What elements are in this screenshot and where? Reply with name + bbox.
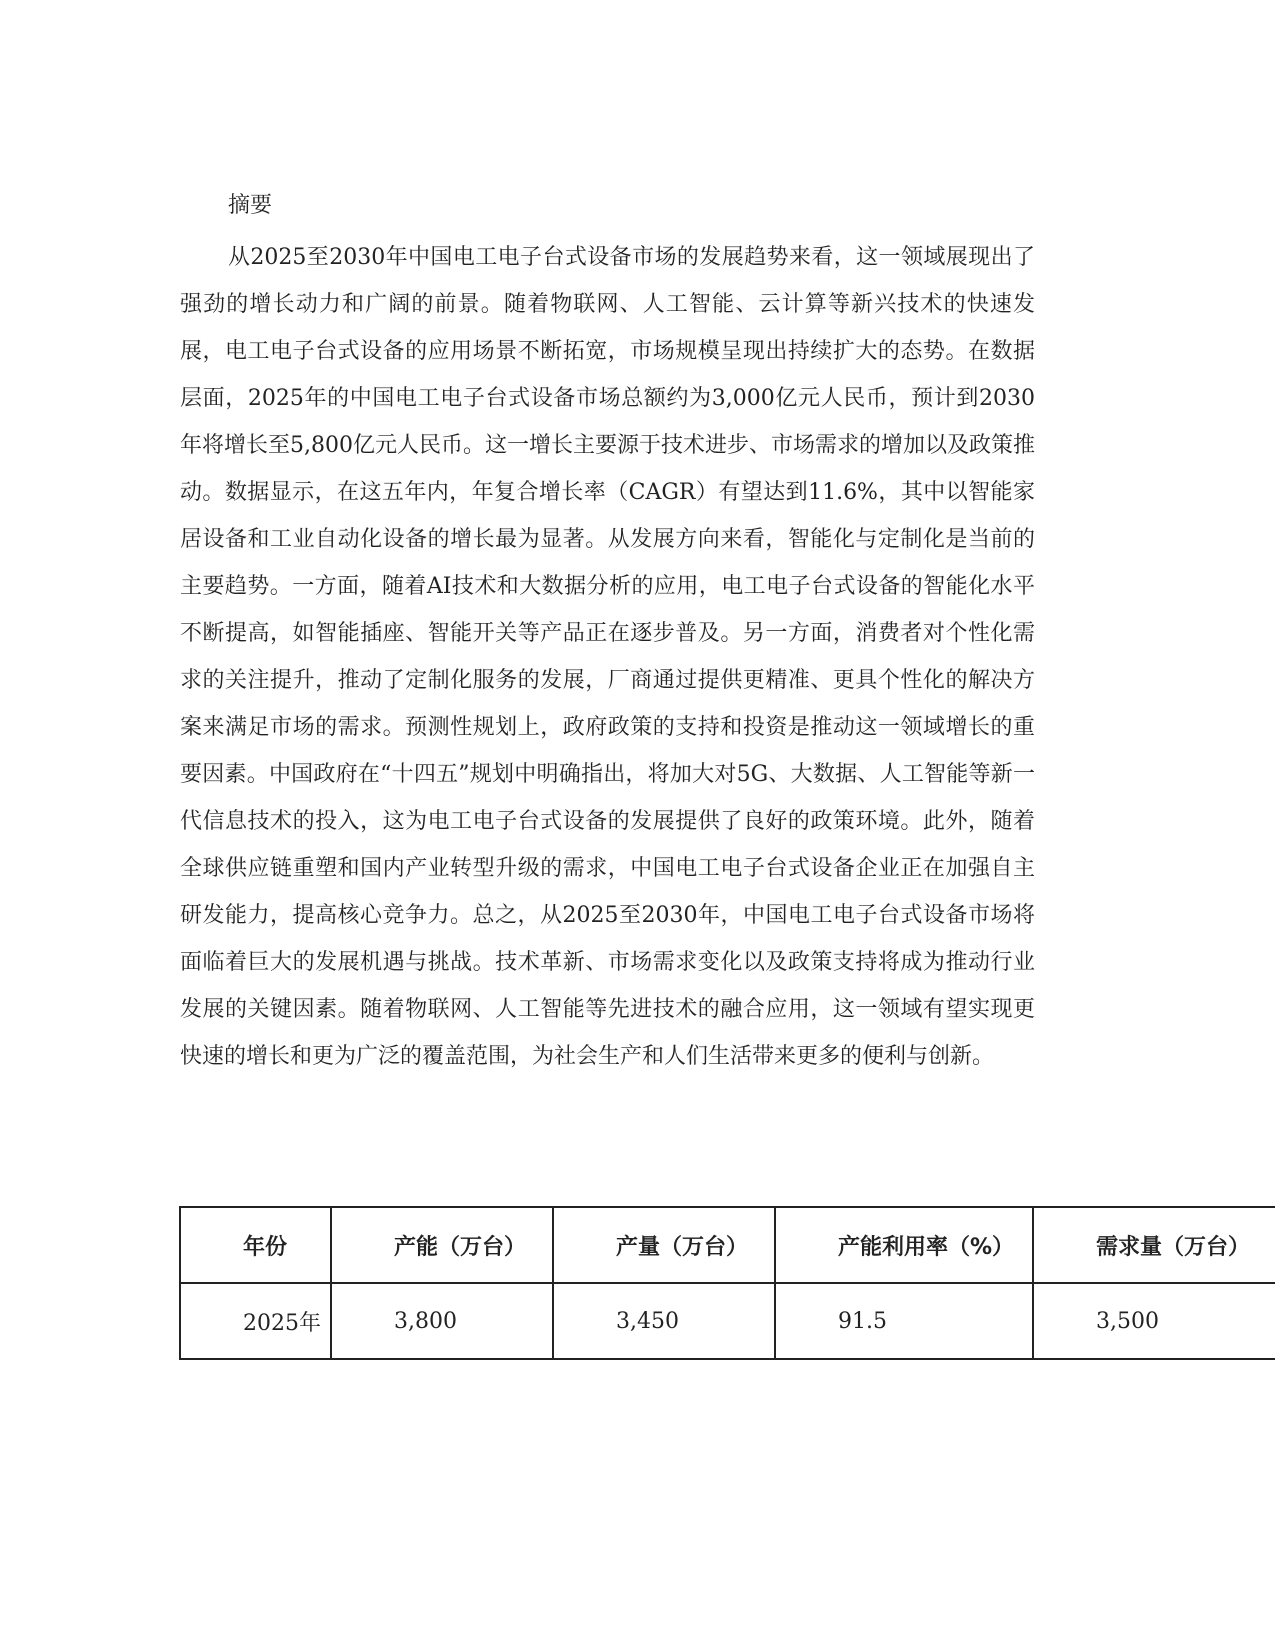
abstract-paragraph: 从2025至2030年中国电工电子台式设备市场的发展趋势来看，这一领域展现出了强劲的增长动力和广阔的前景。随着物联网、人工智能、云计算等新兴技术的快速发展，电工电子台式设备的应用场景不断拓宽，市场规模呈现出持续扩大的态势。在数据层面，2025年的中国电工电子台式设备市场总额约为3,000亿元人民币，预计到2030年将增长至5,800亿元人民币。这一增长主要源于技术进步、市场需求的增加以及政策推动。数据显示，在这五年内，年复合增长率（CAGR）有望达到11.6%，其中以智能家居设备和工业自动化设备的增长最为显著。从发展方向来看，智能化与定制化是当前的主要趋势。一方面，随着AI技术和大数据分析的应用，电工电子台式设备的智能化水平不断提高，如智能插座、智能开关等产品正在逐步普及。另一方面，消费者对个性化需求的关注提升，推动了定制化服务的发展，厂商通过提供更精准、更具个性化的解决方案来满足市场的需求。预测性规划上，政府政策的支持和投资是推动这一领域增长的重要因素。中国政府在“十四五”规划中明确指出，将加大对5G、大数据、人工智能等新一代信息技术的投入，这为电工电子台式设备的发展提供了良好的政策环境。此外，随着全球供应链重塑和国内产业转型升级的需求，中国电工电子台式设备企业正在加强自主研发能力，提高核心竞争力。总之，从2025至2030年，中国电工电子台式设备市场将面临着巨大的发展机遇与挑战。技术革新、市场需求变化以及政策支持将成为推动行业发展的关键因素。随着物联网、人工智能等先进技术的融合应用，这一领域有望实现更快速的增长和更为广泛的覆盖范围，为社会生产和人们生活带来更多的便利与创新。 [180, 245, 1035, 1069]
header-utilization: 产能利用率（%） [775, 1207, 1033, 1283]
cell-output: 3,450 [553, 1283, 775, 1359]
header-capacity: 产能（万台） [331, 1207, 553, 1283]
table-header-row [180, 1207, 1275, 1283]
capacity-table-container [179, 1206, 1275, 1360]
table-row [180, 1283, 1275, 1359]
header-output: 产量（万台） [553, 1207, 775, 1283]
capacity-table [179, 1206, 1275, 1360]
cell-demand: 3,500 [1033, 1283, 1275, 1359]
cell-utilization: 91.5 [775, 1283, 1033, 1359]
header-demand: 需求量（万台） [1033, 1207, 1275, 1283]
abstract-heading: 摘要 [228, 193, 273, 218]
cell-year: 2025年 [180, 1283, 331, 1359]
header-year: 年份 [180, 1207, 331, 1283]
cell-capacity: 3,800 [331, 1283, 553, 1359]
